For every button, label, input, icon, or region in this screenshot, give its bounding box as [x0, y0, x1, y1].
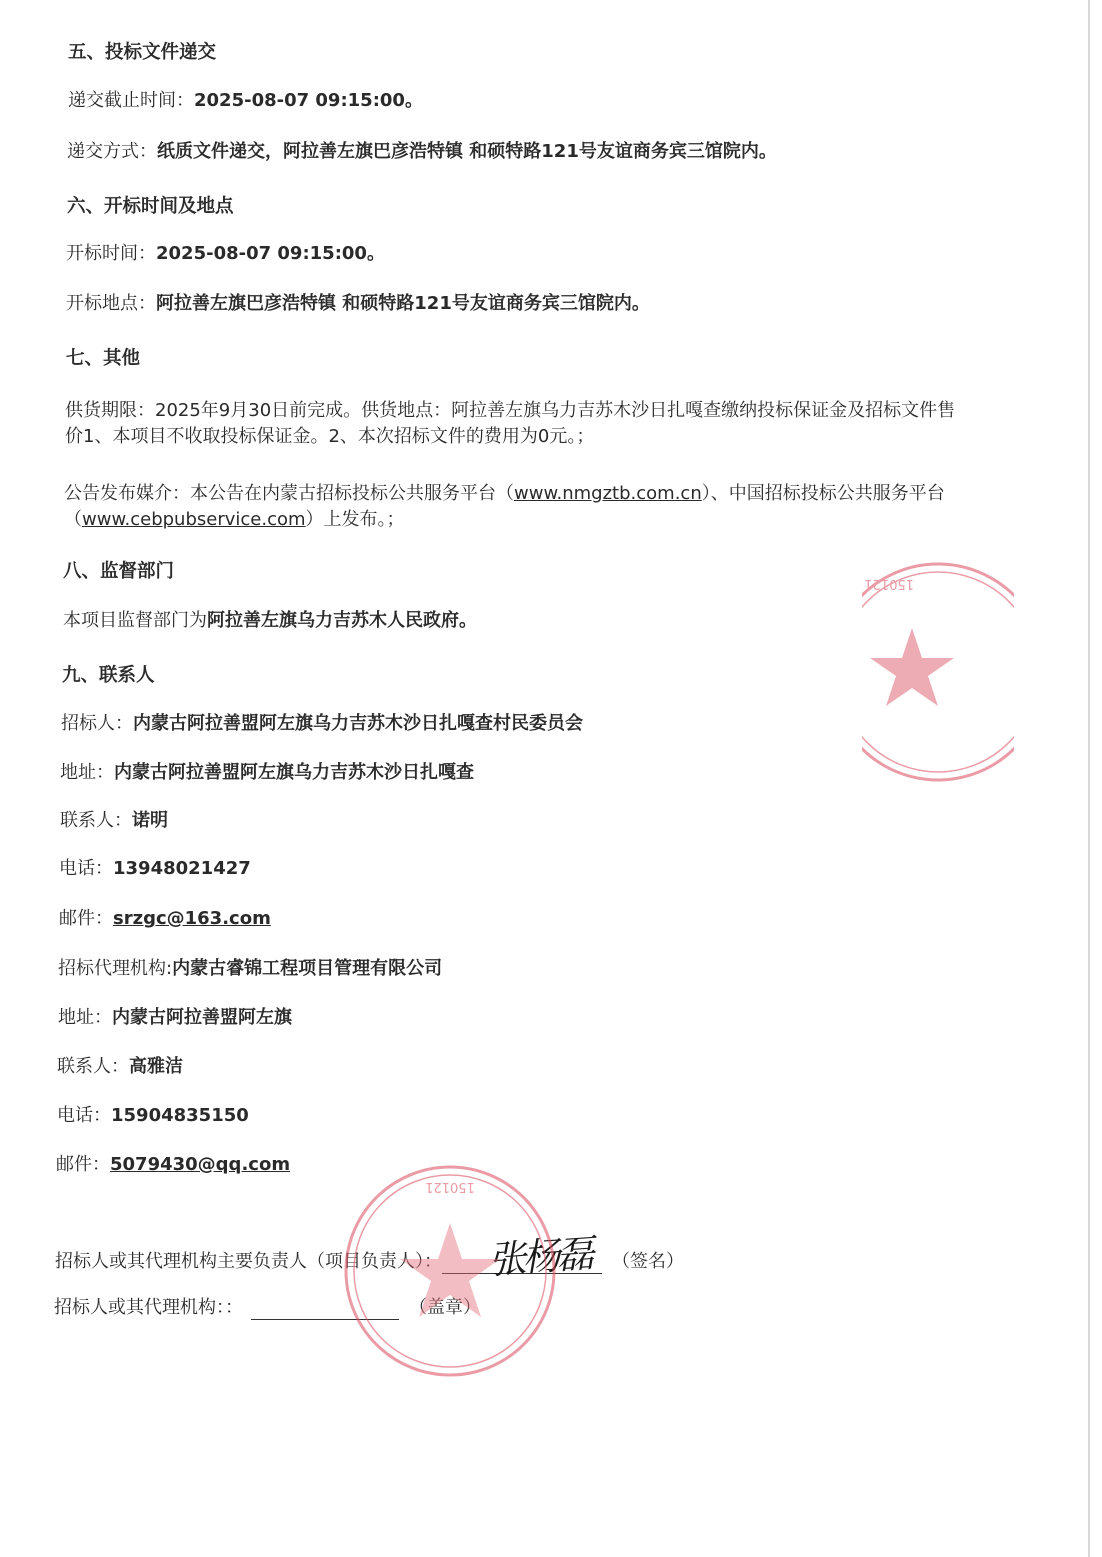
email-link[interactable]: srzgc@163.com	[113, 908, 271, 929]
agency-email-label: 邮件：	[56, 1154, 110, 1175]
section-5-heading: 五、投标文件递交	[68, 42, 217, 63]
supervision-text: 本项目监督部门为	[63, 610, 207, 631]
agency-phone-value: 15904835150	[111, 1105, 249, 1126]
official-stamp-top	[862, 562, 1014, 782]
stamp-code-top: 150121	[864, 576, 914, 591]
agency-contact-label: 联系人：	[57, 1056, 129, 1077]
supply-paragraph	[65, 398, 1040, 450]
supervision-row	[63, 609, 477, 633]
contact-row	[60, 809, 168, 833]
agency-contact-row	[57, 1055, 183, 1079]
address-label: 地址：	[60, 762, 114, 783]
phone-value: 13948021427	[113, 858, 251, 879]
seal-suffix: （盖章）	[409, 1297, 481, 1318]
media-line-1	[64, 481, 1039, 507]
opening-place-value: 阿拉善左旗巴彦浩特镇 和硕特路121号友谊商务宾三馆院内。	[156, 293, 650, 314]
deadline-row	[68, 89, 423, 113]
organization-seal-row	[54, 1295, 481, 1320]
agency-address-value: 内蒙古阿拉善盟阿左旗	[112, 1007, 292, 1028]
agency-address-label: 地址：	[58, 1007, 112, 1028]
email-label: 邮件：	[59, 908, 113, 929]
phone-label: 电话：	[59, 858, 113, 879]
responsible-label: 招标人或其代理机构主要负责人（项目负责人）：	[55, 1251, 442, 1272]
media-paragraph	[64, 481, 1039, 533]
signature-suffix: （签名）	[612, 1251, 684, 1272]
media-text-d: ）上发布。；	[305, 509, 405, 530]
supervision-dept: 阿拉善左旗乌力吉苏木人民政府。	[207, 610, 477, 631]
phone-row	[59, 857, 251, 881]
opening-time-row	[66, 242, 385, 266]
contact-value: 诺明	[132, 810, 168, 831]
supply-line-1: 供货期限：2025年9月30日前完成。供货地点：阿拉善左旗乌力吉苏木沙日扎嘎查缴纳投标保证金及招标文件售	[65, 400, 956, 421]
agency-address-row	[58, 1006, 292, 1030]
address-row	[60, 761, 474, 785]
cebpubservice-link[interactable]: www.cebpubservice.com	[82, 509, 306, 530]
organization-label: 招标人或其代理机构：：	[54, 1297, 243, 1318]
submit-method-label: 递交方式：	[67, 141, 157, 162]
agency-row	[58, 957, 442, 981]
agency-phone-label: 电话：	[57, 1105, 111, 1126]
opening-time-value: 2025-08-07 09:15:00。	[156, 243, 385, 264]
email-row	[59, 907, 271, 931]
media-text-b: ）、中国招标投标公共服务平台	[701, 483, 945, 504]
section-6-heading: 六、开标时间及地点	[67, 196, 234, 217]
handwritten-signature: 张杨磊	[486, 1231, 592, 1283]
section-8-heading: 八、监督部门	[63, 561, 175, 582]
agency-email-link[interactable]: 5079430@qq.com	[110, 1154, 291, 1175]
agency-phone-row	[57, 1104, 249, 1128]
deadline-value: 2025-08-07 09:15:00。	[194, 90, 423, 111]
opening-place-row	[66, 292, 650, 316]
section-7-heading: 七、其他	[66, 348, 141, 369]
address-value: 内蒙古阿拉善盟阿左旗乌力吉苏木沙日扎嘎查	[114, 762, 474, 783]
agency-value: 内蒙古睿锦工程项目管理有限公司	[172, 958, 443, 979]
opening-time-label: 开标时间：	[66, 243, 156, 264]
section-9-heading: 九、联系人	[62, 665, 155, 686]
contact-label: 联系人：	[60, 810, 132, 831]
tenderer-value: 内蒙古阿拉善盟阿左旗乌力吉苏木沙日扎嘎查村民委员会	[133, 713, 583, 734]
submit-method-value: 纸质文件递交，阿拉善左旗巴彦浩特镇 和硕特路121号友谊商务宾三馆院内。	[157, 141, 777, 162]
media-text-c: （	[64, 509, 82, 530]
opening-place-label: 开标地点：	[66, 293, 156, 314]
agency-email-row	[56, 1153, 290, 1177]
agency-label: 招标代理机构:	[58, 958, 173, 979]
tenderer-label: 招标人：	[61, 713, 133, 734]
seal-line	[251, 1295, 399, 1320]
deadline-label: 递交截止时间：	[68, 90, 194, 111]
page-edge-line	[1088, 0, 1090, 1557]
agency-contact-value: 高雅洁	[129, 1056, 183, 1077]
submit-method-row	[67, 140, 777, 164]
stamp-code-bottom: 150121	[425, 1179, 475, 1194]
nmgztb-link[interactable]: www.nmgztb.com.cn	[514, 483, 702, 504]
media-line-2	[64, 507, 1039, 533]
supply-line-2: 价1、本项目不收取投标保证金。2、本次招标文件的费用为0元。；	[65, 426, 595, 447]
tenderer-row	[61, 712, 583, 736]
media-text-a: 公告发布媒介：本公告在内蒙古招标投标公共服务平台（	[64, 483, 514, 504]
